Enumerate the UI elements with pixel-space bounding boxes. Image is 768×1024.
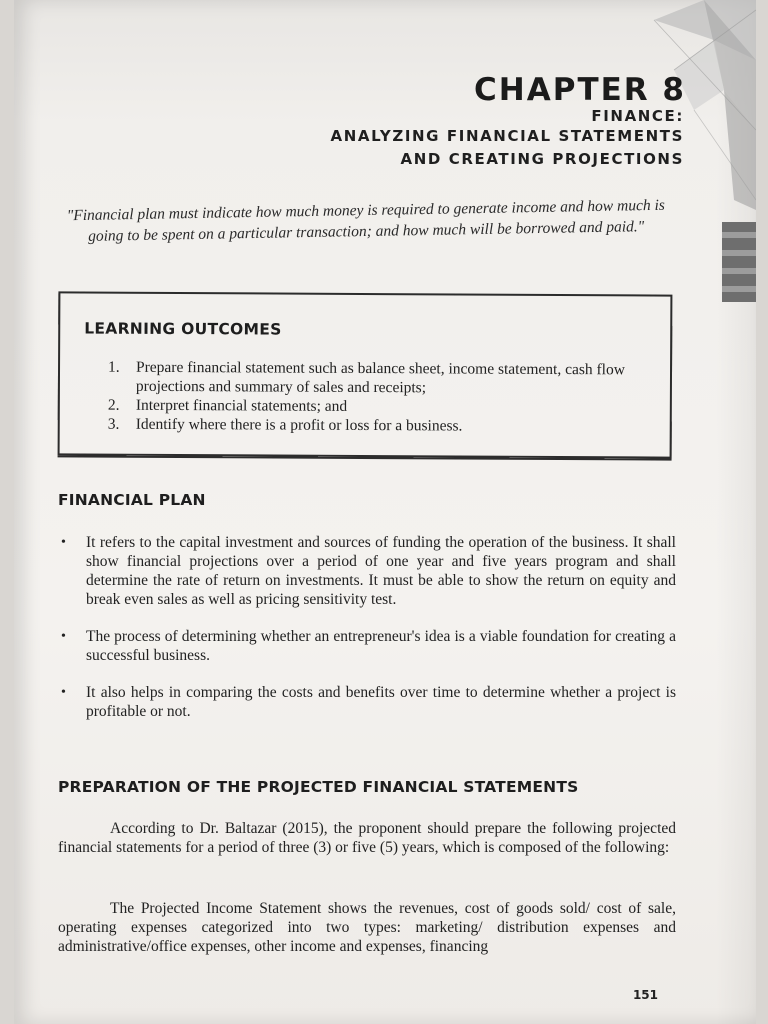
learning-outcomes-title: LEARNING OUTCOMES (84, 319, 282, 339)
learning-outcome-item (108, 415, 658, 437)
outcome-text: Identify where there is a profit or loss for a business. (135, 415, 463, 435)
chapter-subtitle-line-2: AND CREATING PROJECTIONS (400, 150, 684, 168)
preparation-paragraph-1: According to Dr. Baltazar (2015), the proponent should prepare the following projected financial statements for a period of three (3) or five (5) years, which is composed of the following: (58, 820, 676, 856)
book-page (14, 0, 756, 1024)
bullet-item (58, 627, 676, 665)
bullet-text: It refers to the capital investment and sources of funding the operation of the business. It shall show financial projections over a period of one year and five years program and shall determine the rate of return on investments. It must be able to show the return on equity and break even sales as well as pricing sensitivity test. (86, 534, 676, 608)
outcome-number: 2. (107, 396, 120, 414)
learning-outcome-item (108, 358, 658, 399)
chapter-quote: "Financial plan must indicate how much money is required to generate income and how much is going to be spent on a particular transaction; and how much will be borrowed and paid." (66, 196, 665, 245)
bullet-icon: • (61, 685, 66, 700)
outcome-text: Prepare financial statement such as balance sheet, income statement, cash flow projections and summary of sales and receipts; (135, 358, 625, 397)
bullet-icon: • (61, 535, 66, 550)
learning-outcomes-box (58, 291, 673, 458)
chapter-title: CHAPTER 8 (474, 72, 686, 108)
bullet-item (58, 683, 676, 721)
financial-plan-heading: FINANCIAL PLAN (58, 491, 206, 509)
outcome-text: Interpret financial statements; and (135, 396, 348, 415)
page-number: 151 (632, 988, 658, 1002)
learning-outcomes-list (108, 358, 658, 437)
outcome-number: 3. (107, 415, 120, 433)
bullet-text: It also helps in comparing the costs and benefits over time to determine whether a project is profitable or not. (86, 684, 676, 720)
chapter-subtitle-line-1: ANALYZING FINANCIAL STATEMENTS (330, 127, 684, 145)
bullet-item (58, 533, 676, 609)
bullet-text: The process of determining whether an entrepreneur's idea is a viable foundation for creating a successful business. (86, 628, 676, 664)
outcome-number: 1. (107, 358, 120, 376)
financial-plan-bullets (58, 533, 676, 739)
chapter-subtitle-finance: FINANCE: (591, 107, 684, 125)
preparation-paragraph-2: The Projected Income Statement shows the revenues, cost of goods sold/ cost of sale, operating expenses categorized into two types: marketing/ distribution expenses and administrative/office expenses, other income and expenses, financing (58, 900, 676, 955)
preparation-heading: PREPARATION OF THE PROJECTED FINANCIAL STATEMENTS (58, 778, 579, 796)
bullet-icon: • (61, 629, 66, 644)
